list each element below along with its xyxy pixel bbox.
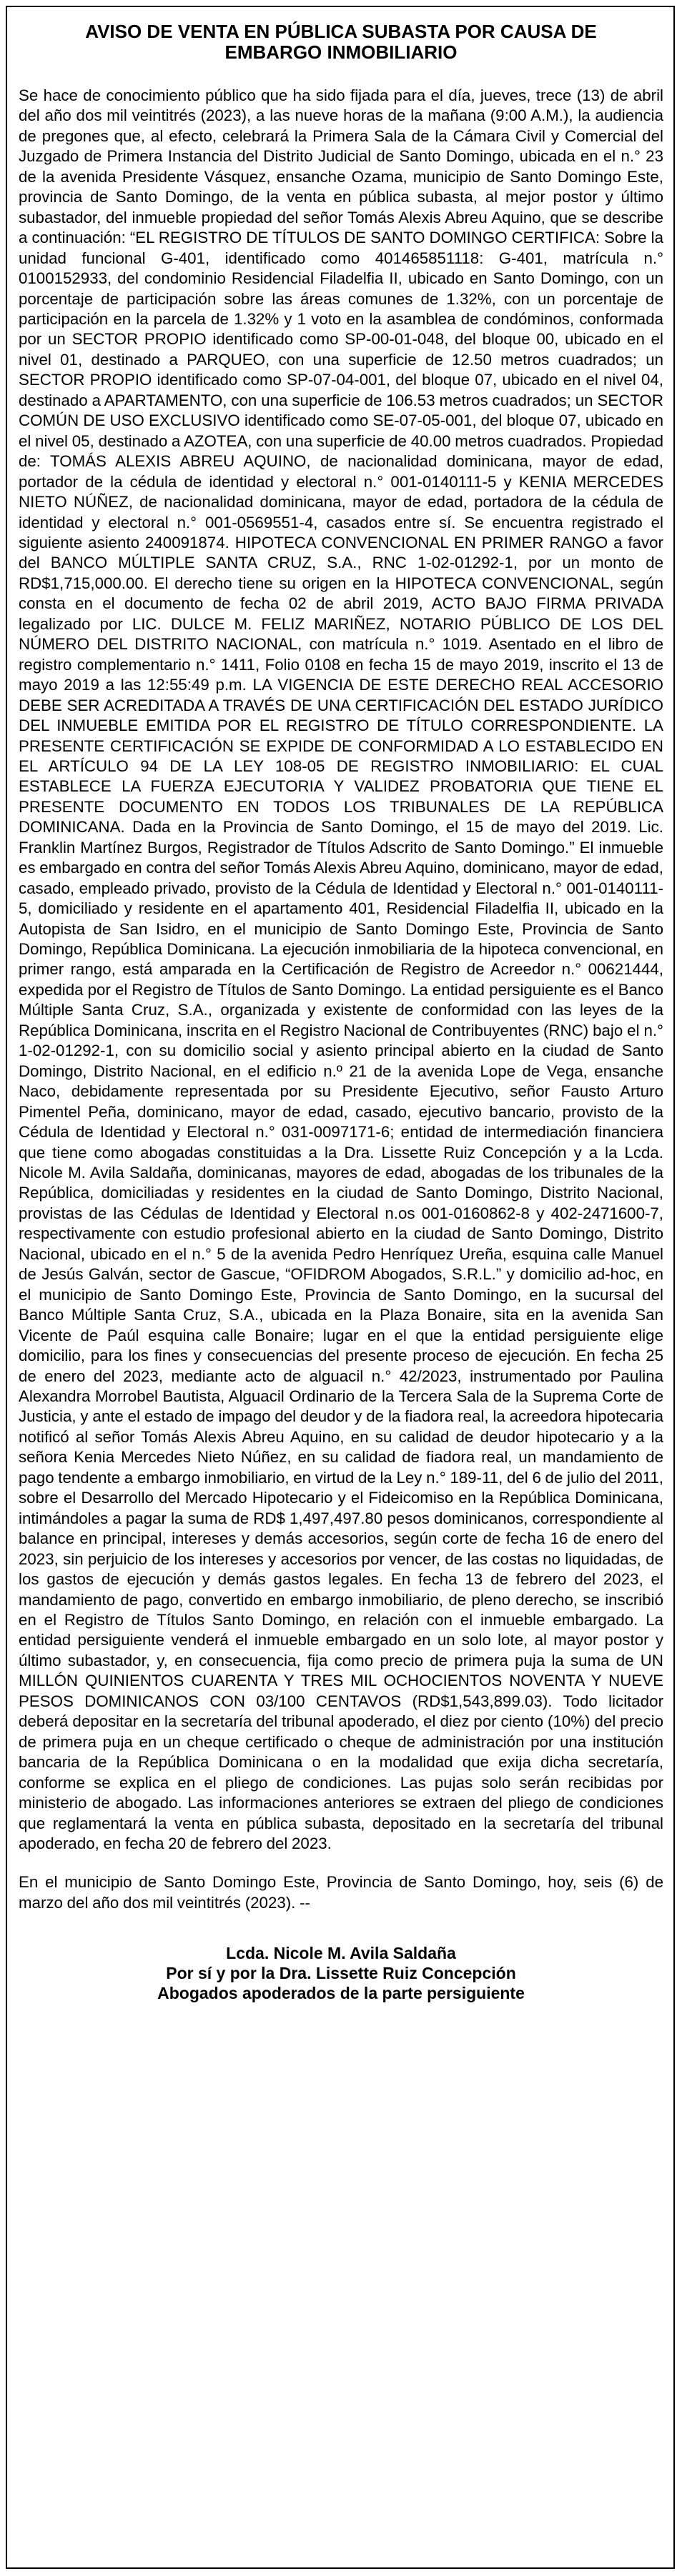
notice-title (19, 21, 663, 63)
signature-name: Lcda. Nicole M. Avila Saldaña (226, 1944, 456, 1963)
notice-body-paragraph: Se hace de conocimiento público que ha sido fijada para el día, jueves, trece (13) de abril del año dos mil veintitrés (2023), a las nueve horas de la mañana (9:00 A.M.), la audiencia de pregones que, al efecto, celebrará la Primera Sala de la Cámara Civil y Comercial del Juzgado de Primera Instancia del Distrito Judicial de Santo Domingo, ubicada en el n.° 23 de la avenida Presidente Vásquez, ensanche Ozama, municipio de Santo Domingo Este, provincia de Santo Domingo, de la venta en pública subasta, al mejor postor y último subastador, del inmueble propiedad del señor Tomás Alexis Abreu Aquino, que se describe a continuación: “EL REGISTRO DE TÍTULOS DE SANTO DOMINGO CERTIFICA: Sobre la unidad funcional G-401, identificado como 401465851118: G-401, matrícula n.° 0100152933, del condominio Residencial Filadelfia II, ubicado en Santo Domingo, con un porcentaje de participación sobre las áreas comunes de 1.32%, con un porcentaje de participación en la parcela de 1.32% y 1 voto en la asamblea de condóminos, conformada por un SECTOR PROPIO identificado como SP-00-01-048, del bloque 00, ubicado en el nivel 01, destinado a PARQUEO, con una superficie de 12.50 metros cuadrados; un SECTOR PROPIO identificado como SP-07-04-001, del bloque 07, ubicado en el nivel 04, destinado a APARTAMENTO, con una superficie de 106.53 metros cuadrados; un SECTOR COMÚN DE USO EXCLUSIVO identificado como SE-07-05-001, del bloque 07, ubicado en el nivel 05, destinado a AZOTEA, con una superficie de 40.00 metros cuadrados. Propiedad de: TOMÁS ALEXIS ABREU AQUINO, de nacionalidad dominicana, mayor de edad, portador de la cédula de identidad y electoral n.° 001-0140111-5 y KENIA MERCEDES NIETO NÚÑEZ, de nacionalidad dominicana, mayor de edad, portadora de la cédula de identidad y electoral n.° 001-0569551-4, casados entre sí. Se encuentra registrado el siguiente asiento 240091874. HIPOTECA CONVENCIONAL EN PRIMER RANGO a favor del BANCO MÚLTIPLE SANTA CRUZ, S.A., RNC 1-02-01292-1, por un monto de RD$1,715,000.00. El derecho tiene su origen en la HIPOTECA CONVENCIONAL, según consta en el documento de fecha 02 de abril 2019, ACTO BAJO FIRMA PRIVADA legalizado por LIC. DULCE M. FELIZ MARIÑEZ, NOTARIO PÚBLICO DE LOS DEL NÚMERO DEL DISTRITO NACIONAL, con matrícula n.° 1019. Asentado en el libro de registro complementario n.° 1411, Folio 0108 en fecha 15 de mayo 2019, inscrito el 13 de mayo 2019 a las 12:55:49 p.m. LA VIGENCIA DE ESTE DERECHO REAL ACCESORIO DEBE SER ACREDITADA A TRAVÉS DE UNA CERTIFICACIÓN DEL ESTADO JURÍDICO DEL INMUEBLE EMITIDA POR EL REGISTRO DE TÍTULO CORRESPONDIENTE. LA PRESENTE CERTIFICACIÓN SE EXPIDE DE CONFORMIDAD A LO ESTABLECIDO EN EL ARTÍCULO 94 DE LA LEY 108-05 DE REGISTRO INMOBILIARIO: EL CUAL ESTABLECE LA FUERZA EJECUTORIA Y VALIDEZ PROBATORIA QUE TIENE EL PRESENTE DOCUMENTO EN TODOS LOS TRIBUNALES DE LA REPÚBLICA DOMINICANA. Dada en la Provincia de Santo Domingo, el 15 de mayo del 2019. Lic. Franklin Martínez Burgos, Registrador de Títulos Adscrito de Santo Domingo.” El inmueble es embargado en contra del señor Tomás Alexis Abreu Aquino, dominicano, mayor de edad, casado, empleado privado, provisto de la Cédula de Identidad y Electoral n.° 001-0140111-5, domiciliado y residente en el apartamento 401, Residencial Filadelfia II, ubicado en la Autopista de San Isidro, en el municipio de Santo Domingo Este, Provincia de Santo Domingo, República Dominicana. La ejecución inmobiliaria de la hipoteca convencional, en primer rango, está amparada en la Certificación de Registro de Acreedor n.° 00621444, expedida por el Registro de Títulos de Santo Domingo. La entidad persiguiente es el Banco Múltiple Santa Cruz, S.A., organizada y existente de conformidad con las leyes de la República Dominicana, inscrita en el Registro Nacional de Contribuyentes (RNC) bajo el n.° 1-02-01292-1, con su domicilio social y asiento principal abierto en la ciudad de Santo Domingo, Distrito Nacional, en el edificio n.º 21 de la avenida Lope de Vega, ensanche Naco, debidamente representada por su Presidente Ejecutivo, señor Fausto Arturo Pimentel Peña, dominicano, mayor de edad, casado, ejecutivo bancario, provisto de la Cédula de Identidad y Electoral n.° 031-0097171-6; entidad de intermediación financiera que tiene como abogadas constituidas a la Dra. Lissette Ruiz Concepción y a la Lcda. Nicole M. Avila Saldaña, dominicanas, mayores de edad, abogadas de los tribunales de la República, domiciliadas y residentes en la ciudad de Santo Domingo, Distrito Nacional, provistas de las Cédulas de Identidad y Electoral n.os 001-0160862-8 y 402-2471600-7, respectivamente con estudio profesional abierto en la ciudad de Santo Domingo, Distrito Nacional, ubicado en el n.° 5 de la avenida Pedro Henríquez Ureña, esquina calle Manuel de Jesús Galván, sector de Gascue, “OFIDROM Abogados, S.R.L.” y domicilio ad-hoc, en el municipio de Santo Domingo Este, Provincia de Santo Domingo, en la sucursal del Banco Múltiple Santa Cruz, S.A., ubicada en la Plaza Bonaire, sita en la avenida San Vicente de Paúl esquina calle Bonaire; lugar en el que la entidad persiguiente elige domicilio, para los fines y consecuencias del presente proceso de ejecución. En fecha 25 de enero del 2023, mediante acto de alguacil n.° 42/2023, instrumentado por Paulina Alexandra Morrobel Bautista, Alguacil Ordinario de la Tercera Sala de la Suprema Corte de Justicia, y ante el estado de impago del deudor y de la fiadora real, la acreedora hipotecaria notificó al señor Tomás Alexis Abreu Aquino, en su calidad de deudor hipotecario y a la señora Kenia Mercedes Nieto Núñez, en su calidad de fiadora real, un mandamiento de pago tendente a embargo inmobiliario, en virtud de la Ley n.° 189-11, del 6 de julio del 2011, sobre el Desarrollo del Mercado Hipotecario y el Fideicomiso en la República Dominicana, intimándoles a pagar la suma de RD$ 1,497,497.80 pesos dominicanos, correspondiente al balance en principal, intereses y demás accesorios, según corte de fecha 16 de enero del 2023, sin perjuicio de los intereses y accesorios por vencer, de las costas no liquidadas, de los gastos de ejecución y demás gastos legales. En fecha 13 de febrero del 2023, el mandamiento de pago, convertido en embargo inmobiliario, de pleno derecho, se inscribió en el Registro de Títulos Santo Domingo, en relación con el inmueble embargado. La entidad persiguiente venderá el inmueble embargado en un solo lote, al mayor postor y último subastador, y, en consecuencia, fija como precio de primera puja la suma de UN MILLÓN QUINIENTOS CUARENTA Y TRES MIL OCHOCIENTOS NOVENTA Y NUEVE PESOS DOMINICANOS CON 03/100 CENTAVOS (RD$1,543,899.03). Todo licitador deberá depositar en la secretaría del tribunal apoderado, el diez por ciento (10%) del precio de primera puja en un cheque certificado o cheque de administración por una institución bancaria de la República Dominicana o en la modalidad que exija dicha secretaría, conforme se explica en el pliego de condiciones. Las pujas solo serán recibidas por ministerio de abogado. Las informaciones anteriores se extraen del pliego de condiciones que reglamentará la venta en pública subasta, depositado en la secretaría del tribunal apoderado, en fecha 20 de febrero del 2023. (19, 86, 663, 1852)
signature-block (19, 1943, 663, 2003)
signature-representation: Por sí y por la Dra. Lissette Ruiz Concepción (166, 1964, 516, 1983)
notice-closing-paragraph: En el municipio de Santo Domingo Este, Provincia de Santo Domingo, hoy, seis (6) de marzo del año dos mil veintitrés (2023). -- (19, 1873, 663, 1912)
notice-title-line-1: AVISO DE VENTA EN PÚBLICA SUBASTA POR CAUSA DE (85, 21, 597, 42)
notice-title-line-2: EMBARGO INMOBILIARIO (224, 41, 458, 63)
notice-content (19, 21, 663, 2003)
signature-role: Abogados apoderados de la parte persiguiente (157, 1984, 525, 2003)
